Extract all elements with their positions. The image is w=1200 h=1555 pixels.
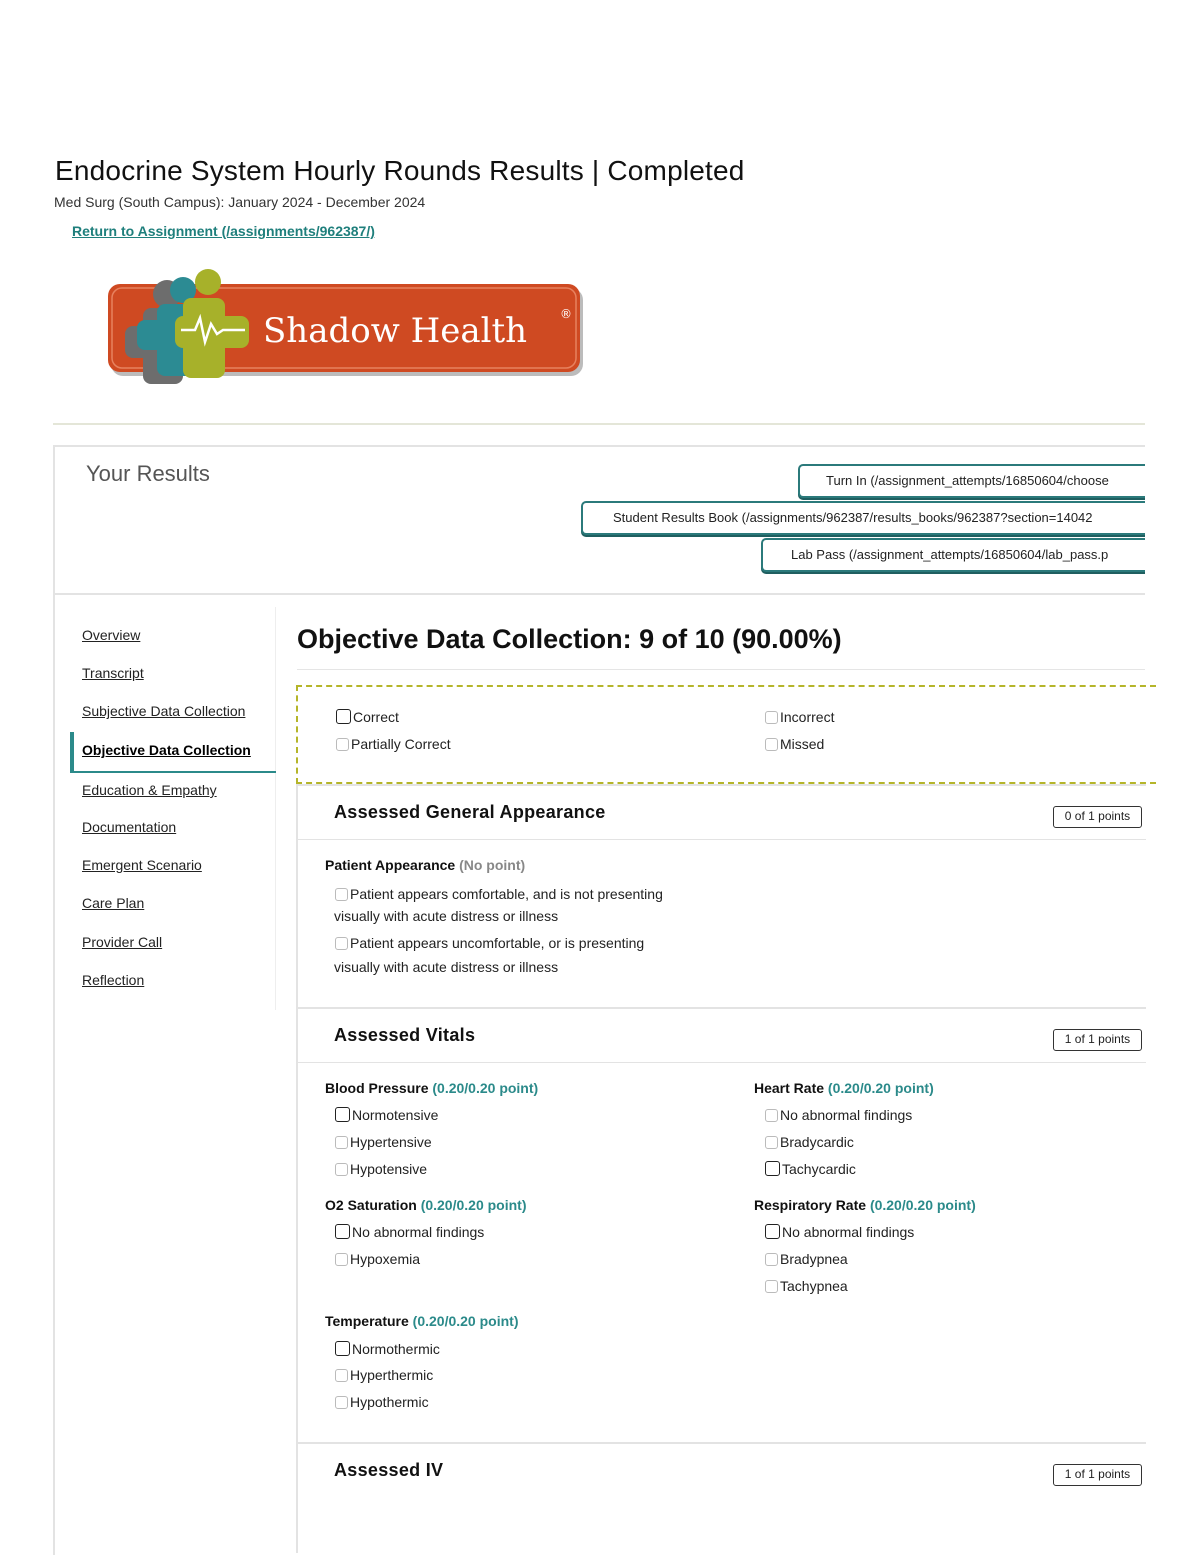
checkbox-icon [765,1136,778,1149]
sidebar-item-subjective-data-collection[interactable]: Subjective Data Collection [82,703,246,719]
sidebar-item-documentation[interactable]: Documentation [82,819,177,835]
group-title: Assessed IV [334,1460,444,1480]
results-divider [55,593,1145,595]
checkbox-icon [336,738,349,751]
option: No abnormal findings [765,1104,912,1126]
checkbox-icon [335,937,348,950]
course-subtitle: Med Surg (South Campus): January 2024 - December 2024 [54,194,426,210]
option: Bradycardic [765,1131,854,1153]
points-badge: 1 of 1 points [1053,1029,1142,1051]
option-continued: visually with acute distress or illness [334,908,559,924]
section-title-rule [297,669,1145,670]
option: Hypotensive [335,1158,427,1180]
option-continued: visually with acute distress or illness [334,959,559,975]
option: Normotensive [335,1104,438,1126]
checkbox-icon [765,1280,778,1293]
points-badge: 0 of 1 points [1053,806,1142,828]
turn-in-button[interactable]: Turn In (/assignment_attempts/16850604/choose [798,464,1145,498]
active-nav-underline [72,771,276,773]
sidebar-item-reflection[interactable]: Reflection [82,972,145,988]
section-title: Objective Data Collection: 9 of 10 (90.00%) [297,624,842,654]
option: No abnormal findings [765,1221,914,1243]
option: Normothermic [335,1338,440,1360]
question-respiratory-rate: Respiratory Rate (0.20/0.20 point) [754,1197,976,1213]
checkbox-dark-icon [335,1341,350,1356]
option: Patient appears comfortable, and is not presenting [335,883,663,905]
checkbox-icon [335,1163,348,1176]
group-title: Assessed Vitals [334,1025,476,1045]
active-nav-indicator [70,732,74,773]
option: Hypoxemia [335,1248,420,1270]
checkbox-dark-icon [336,709,351,724]
points-badge: 1 of 1 points [1053,1464,1142,1486]
question-patient-appearance: Patient Appearance (No point) [325,857,526,873]
legend-correct: Correct [336,709,399,725]
header-rule [53,423,1145,425]
shadow-health-logo [105,268,585,394]
svg-text:®: ® [560,307,572,321]
option: Hypertensive [335,1131,432,1153]
lab-pass-button[interactable]: Lab Pass (/assignment_attempts/16850604/lab_pass.p [761,538,1145,572]
question-o2-saturation: O2 Saturation (0.20/0.20 point) [325,1197,527,1213]
sidebar-item-emergent-scenario[interactable]: Emergent Scenario [82,857,202,873]
results-title: Your Results [86,461,210,486]
sidebar-item-education-empathy[interactable]: Education & Empathy [82,782,217,798]
checkbox-icon [335,1136,348,1149]
legend-partially-correct: Partially Correct [336,736,451,752]
option: No abnormal findings [335,1221,484,1243]
question-temperature: Temperature (0.20/0.20 point) [325,1313,519,1329]
checkbox-icon [765,1253,778,1266]
checkbox-icon [335,1396,348,1409]
checkbox-icon [765,738,778,751]
general-appearance-header [296,784,1146,840]
option: Tachycardic [765,1158,856,1180]
option: Tachypnea [765,1275,848,1297]
option: Hyperthermic [335,1364,433,1386]
question-blood-pressure: Blood Pressure (0.20/0.20 point) [325,1080,539,1096]
option: Bradypnea [765,1248,848,1270]
sidebar-item-transcript[interactable]: Transcript [82,665,144,681]
student-results-book-button[interactable]: Student Results Book (/assignments/962387/results_books/962387?section=14042 [581,501,1145,535]
page-title: Endocrine System Hourly Rounds Results | Completed [55,155,745,186]
sidebar-item-objective-data-collection[interactable]: Objective Data Collection [82,742,251,758]
checkbox-dark-icon [765,1161,780,1176]
checkbox-dark-icon [765,1224,780,1239]
option: Patient appears uncomfortable, or is presenting [335,932,644,954]
checkbox-icon [335,888,348,901]
checkbox-dark-icon [335,1224,350,1239]
option: Hypothermic [335,1391,429,1413]
legend-missed: Missed [765,736,824,752]
checkbox-icon [335,1253,348,1266]
checkbox-icon [765,711,778,724]
checkbox-icon [335,1369,348,1382]
logo-text: Shadow Health [263,311,528,351]
return-to-assignment-link[interactable]: Return to Assignment (/assignments/962387/) [72,223,375,239]
checkbox-dark-icon [335,1107,350,1122]
vitals-header [296,1007,1146,1063]
legend-incorrect: Incorrect [765,709,834,725]
checkbox-icon [765,1109,778,1122]
sidebar-item-overview[interactable]: Overview [82,627,141,643]
sidebar-item-provider-call[interactable]: Provider Call [82,934,163,950]
iv-header [296,1442,1146,1498]
group-title: Assessed General Appearance [334,802,606,822]
sidebar-item-care-plan[interactable]: Care Plan [82,895,145,911]
question-heart-rate: Heart Rate (0.20/0.20 point) [754,1080,934,1096]
legend [296,685,1156,784]
